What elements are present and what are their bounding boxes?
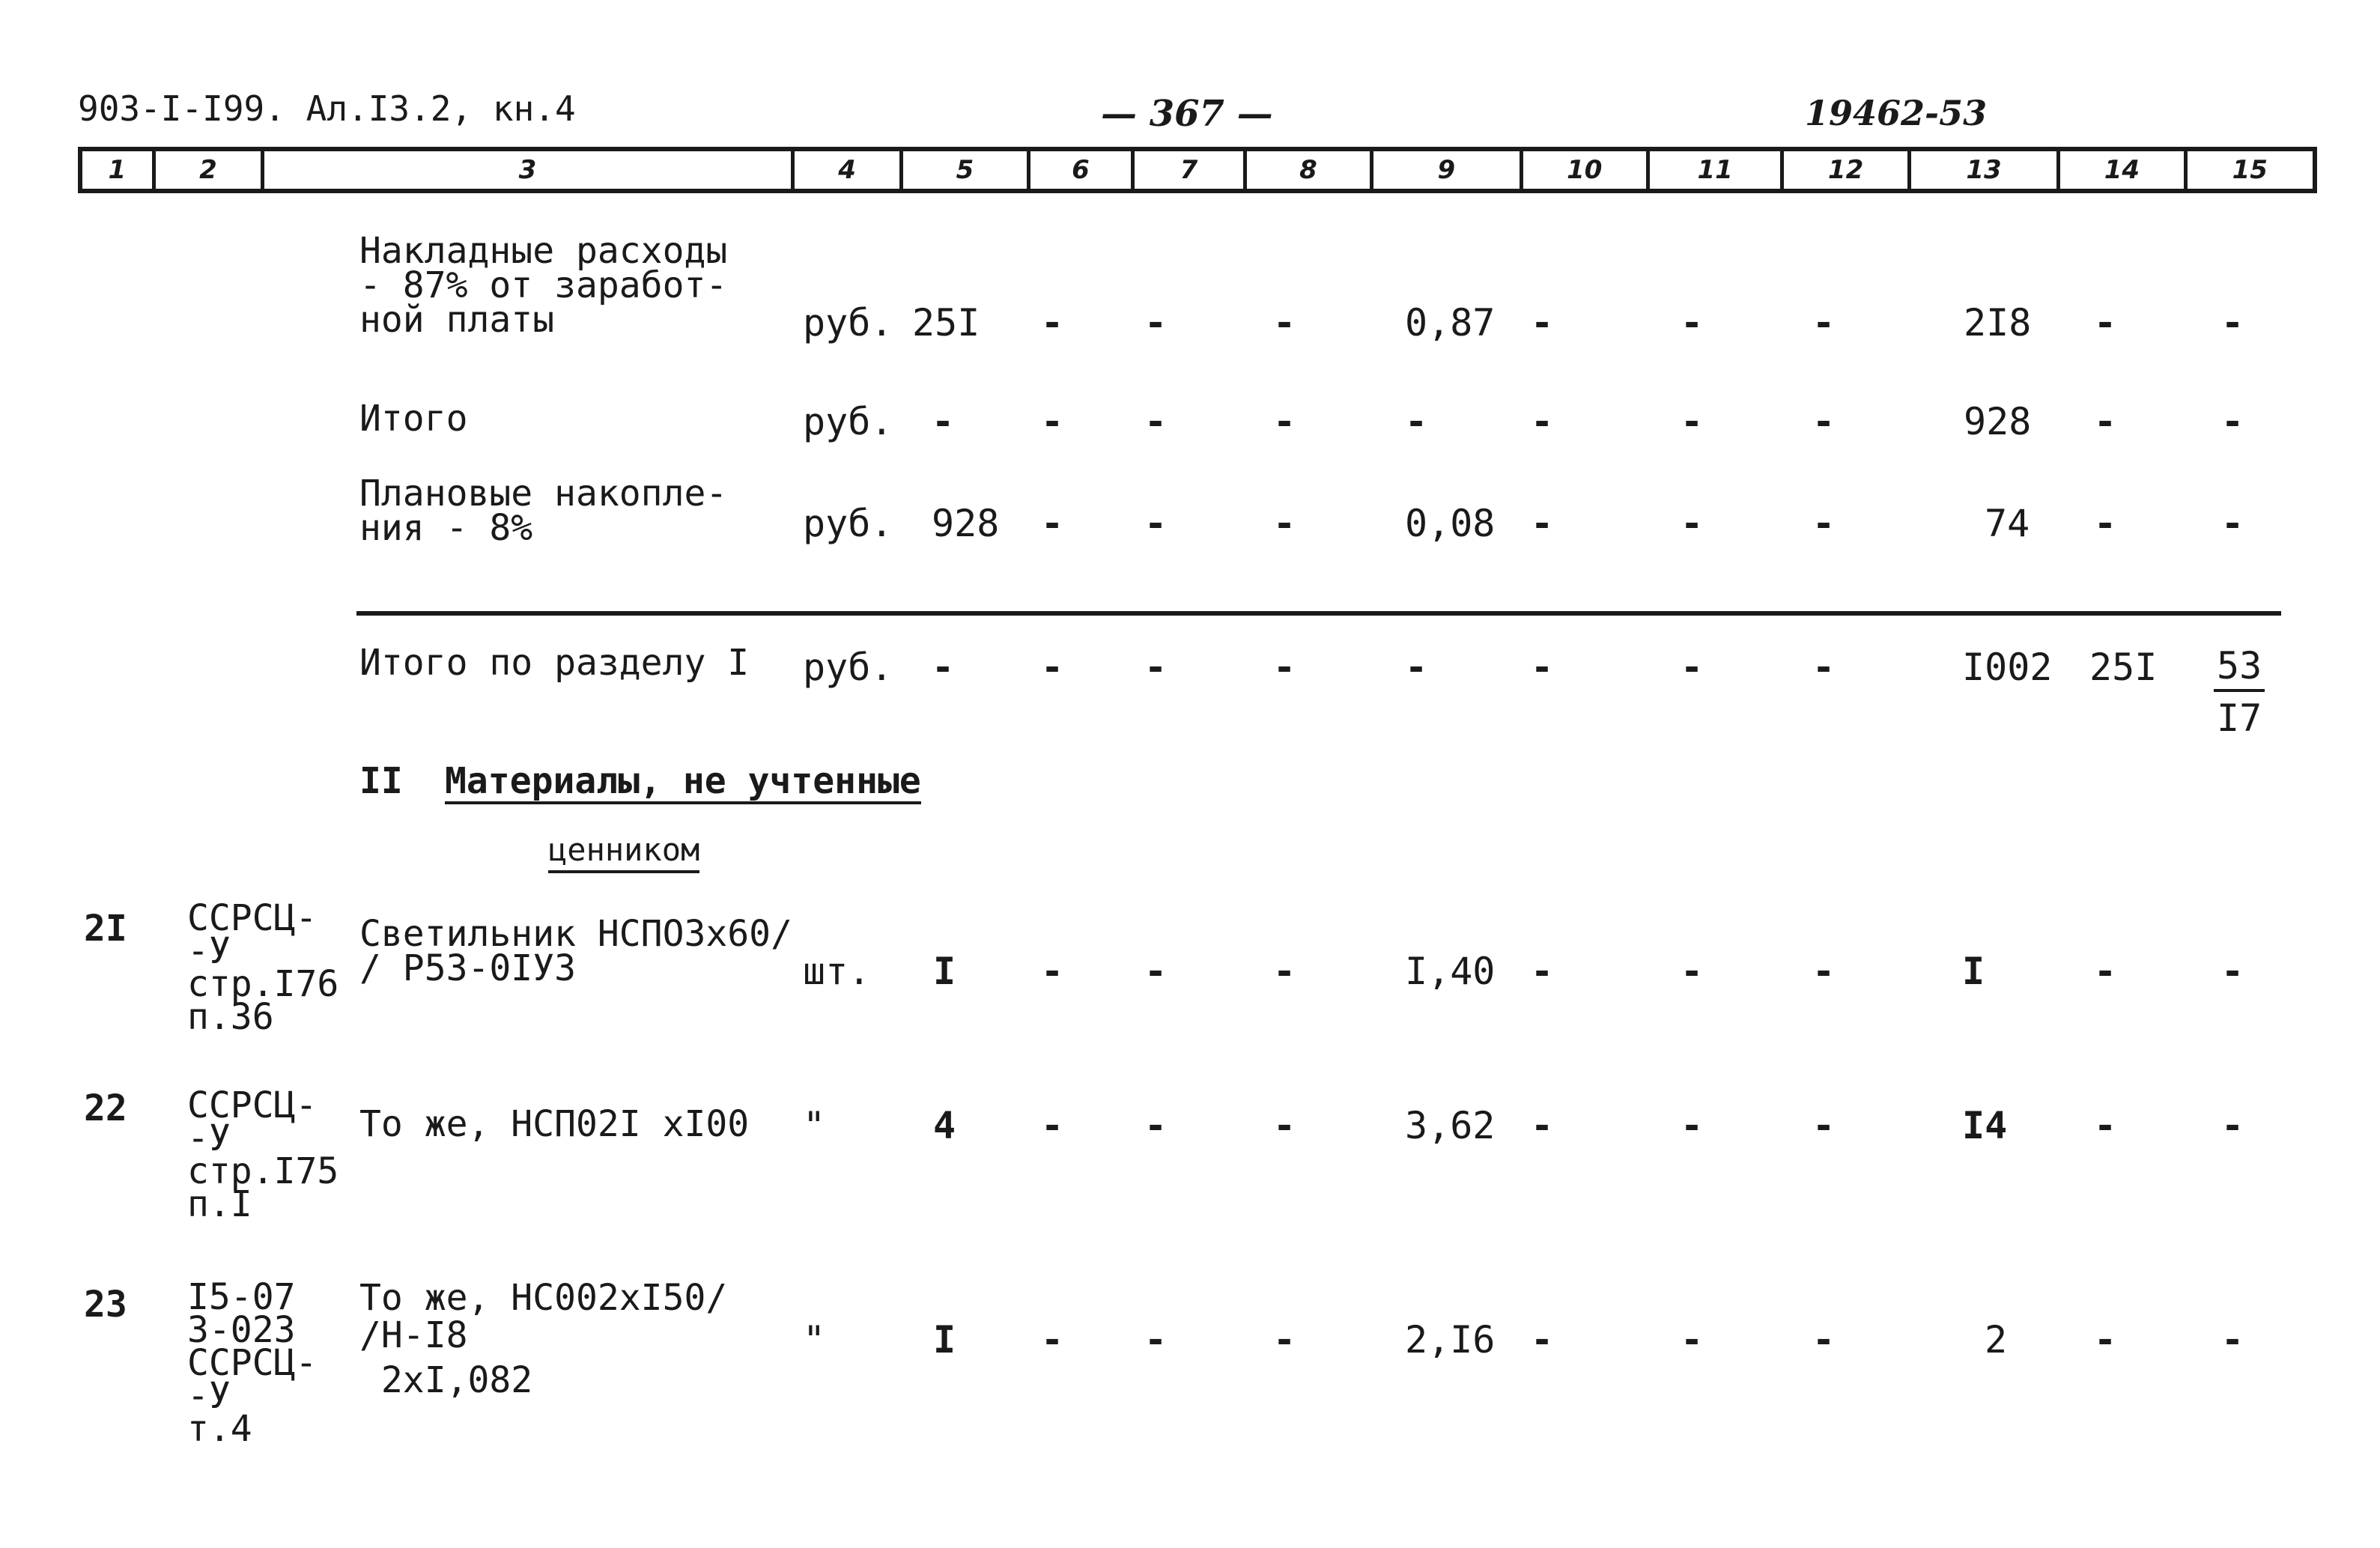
col8-cell: - [1273, 1104, 1296, 1147]
col15-cell: - [2221, 1104, 2244, 1147]
col7-cell: - [1144, 1104, 1168, 1147]
column-number: 1 [82, 151, 156, 189]
fraction-numerator: 53 [2214, 644, 2265, 692]
fraction-denominator: I7 [2217, 696, 2262, 740]
section-title-line1: Материалы, не учтенные [445, 764, 921, 804]
column-number: 14 [2060, 151, 2187, 189]
page-number [1101, 93, 1273, 135]
row-name-line: ния - 8% [359, 507, 533, 549]
col14-cell: - [2094, 1104, 2117, 1147]
row-name-line: ной платы [359, 299, 555, 341]
col13-cell: I [1962, 950, 1985, 993]
col10-cell: - [1531, 1104, 1554, 1147]
col12-cell: - [1812, 502, 1836, 545]
col8-cell: - [1273, 1318, 1296, 1362]
col9-cell: - [1405, 400, 1428, 443]
item-reference [187, 1084, 339, 1225]
col6-cell: - [1041, 1104, 1064, 1147]
col8-cell: - [1273, 950, 1296, 993]
col9-cell: 0,08 [1405, 502, 1496, 545]
col5-cell: I [933, 1318, 956, 1362]
col14-cell: - [2094, 502, 2117, 545]
col9-cell: 0,87 [1405, 301, 1496, 344]
col5-cell: 4 [933, 1104, 956, 1147]
reference-line: -У [187, 1375, 231, 1417]
col5-cell: I [933, 950, 956, 993]
col11-cell: - [1681, 1318, 1704, 1362]
col7-cell: - [1144, 950, 1168, 993]
col10-cell: - [1531, 950, 1554, 993]
row-name: То же, НСП02I хI00 [359, 1103, 750, 1145]
row-name-line: / Р53-0IУ3 [359, 947, 576, 989]
unit-cell: руб. [803, 400, 893, 443]
col11-cell: - [1681, 1104, 1704, 1147]
reference-line: ССРСЦ- [187, 1084, 318, 1126]
col15-cell: - [2221, 301, 2244, 344]
col9-cell: - [1405, 646, 1428, 689]
col15-cell: - [2221, 400, 2244, 443]
section-roman-numeral: II [359, 760, 403, 802]
col6-cell: - [1041, 1318, 1064, 1362]
row-name-line: Плановые накопле- [359, 473, 728, 515]
col10-cell: - [1531, 1318, 1554, 1362]
item-reference [187, 897, 339, 1038]
col11-cell: - [1681, 950, 1704, 993]
reference-line: 3-023 [187, 1309, 296, 1351]
col12-cell: - [1812, 301, 1836, 344]
col14-cell: - [2094, 950, 2117, 993]
col12-cell: - [1812, 1318, 1836, 1362]
col11-cell: - [1681, 646, 1704, 689]
column-number: 8 [1247, 151, 1373, 189]
row-name [359, 1279, 727, 1399]
col11-cell: - [1681, 502, 1704, 545]
col15-cell: - [2221, 502, 2244, 545]
col10-cell: - [1531, 400, 1554, 443]
col12-cell: - [1812, 1104, 1836, 1147]
reference-line: п.I [187, 1183, 252, 1225]
col14-cell: - [2094, 400, 2117, 443]
unit-cell: " [803, 1104, 826, 1147]
col7-cell: - [1144, 400, 1168, 443]
column-number: 4 [795, 151, 904, 189]
col13-cell: 2I8 [1964, 301, 2032, 344]
column-number: 9 [1373, 151, 1523, 189]
col8-cell: - [1273, 301, 1296, 344]
col11-cell: - [1681, 400, 1704, 443]
col5-cell: 928 [932, 502, 1000, 545]
col13-cell: 74 [1985, 502, 2030, 545]
unit-cell: руб. [803, 646, 893, 689]
column-number: 5 [903, 151, 1030, 189]
unit-cell: шт. [803, 950, 871, 993]
row-name-line: - 87% от заработ- [359, 264, 728, 306]
reference-line: стр.I75 [187, 1150, 339, 1192]
column-number: 15 [2232, 155, 2268, 185]
column-number: 13 [1911, 151, 2060, 189]
unit-cell: " [803, 1318, 826, 1362]
col6-cell: - [1041, 950, 1064, 993]
row-name-line: /Н-I8 [359, 1314, 468, 1356]
col7-cell: - [1144, 1318, 1168, 1362]
col7-cell: - [1144, 502, 1168, 545]
col15-cell: - [2221, 950, 2244, 993]
reference-line: I5-07 [187, 1276, 296, 1318]
col15-fraction [2214, 644, 2265, 740]
page-number-dash-left: — [1101, 93, 1150, 135]
col12-cell: - [1812, 646, 1836, 689]
column-number: 7 [1135, 151, 1247, 189]
row-name-line: Накладные расходы [359, 230, 728, 272]
col13-cell: 2 [1985, 1318, 2008, 1362]
col8-cell: - [1273, 502, 1296, 545]
row-name-line: 2хI,082 [359, 1359, 533, 1401]
row-name [359, 473, 728, 549]
col13-cell: 928 [1964, 400, 2032, 443]
column-number: 6 [1030, 151, 1135, 189]
col9-cell: I,40 [1405, 950, 1496, 993]
column-number: 11 [1650, 151, 1784, 189]
col13-cell: I002 [1962, 646, 2053, 689]
col14-cell: - [2094, 301, 2117, 344]
reference-line: стр.I76 [187, 963, 339, 1005]
row-name: Итого по разделу I [359, 642, 750, 684]
col12-cell: - [1812, 400, 1836, 443]
column-number: 2 [156, 151, 265, 189]
column-number-header [78, 147, 2317, 193]
col7-cell: - [1144, 301, 1168, 344]
reference-line: п.36 [187, 996, 274, 1038]
item-number: 2I [84, 908, 127, 950]
col12-cell: - [1812, 950, 1836, 993]
col7-cell: - [1144, 646, 1168, 689]
page-number-dash-right: — [1224, 93, 1273, 135]
reference-line: ССРСЦ- [187, 1342, 318, 1384]
col5-cell: - [932, 646, 955, 689]
row-name-line: То же, НС002хI50/ [359, 1277, 728, 1319]
col5-cell: 25I [912, 301, 980, 344]
col8-cell: - [1273, 646, 1296, 689]
row-name-line: Светильник НСПО3х60/ [359, 913, 792, 955]
reference-line: т.4 [187, 1408, 252, 1450]
row-name [359, 913, 792, 989]
reference-line: -У [187, 930, 231, 972]
col15-cell: - [2221, 1318, 2244, 1362]
section-title-line2: ценником [548, 833, 699, 873]
column-number: 10 [1523, 151, 1650, 189]
reference-line: -У [187, 1117, 231, 1159]
document-number: 19462-53 [1805, 93, 1988, 133]
item-number: 23 [84, 1284, 127, 1326]
unit-cell: руб. [803, 502, 893, 545]
col5-cell: - [932, 400, 955, 443]
document-code: 903-I-I99. Ал.I3.2, кн.4 [78, 88, 576, 129]
col14-cell: - [2094, 1318, 2117, 1362]
row-name [359, 230, 728, 341]
column-number: 3 [264, 151, 795, 189]
col10-cell: - [1531, 502, 1554, 545]
col8-cell: - [1273, 400, 1296, 443]
row-name: Итого [359, 398, 468, 440]
col10-cell: - [1531, 301, 1554, 344]
col14-cell: 25I [2089, 646, 2158, 689]
item-number: 22 [84, 1087, 127, 1129]
col13-cell: I4 [1962, 1104, 2008, 1147]
col6-cell: - [1041, 502, 1064, 545]
col6-cell: - [1041, 646, 1064, 689]
reference-line: ССРСЦ- [187, 897, 318, 939]
item-reference [187, 1276, 318, 1450]
col9-cell: 2,I6 [1405, 1318, 1496, 1362]
section-divider [356, 611, 2281, 616]
col10-cell: - [1531, 646, 1554, 689]
column-number: 12 [1784, 151, 1910, 189]
col6-cell: - [1041, 400, 1064, 443]
col6-cell: - [1041, 301, 1064, 344]
col11-cell: - [1681, 301, 1704, 344]
unit-cell: руб. [803, 301, 893, 344]
col9-cell: 3,62 [1405, 1104, 1496, 1147]
page-number-value: 367 [1149, 93, 1224, 135]
